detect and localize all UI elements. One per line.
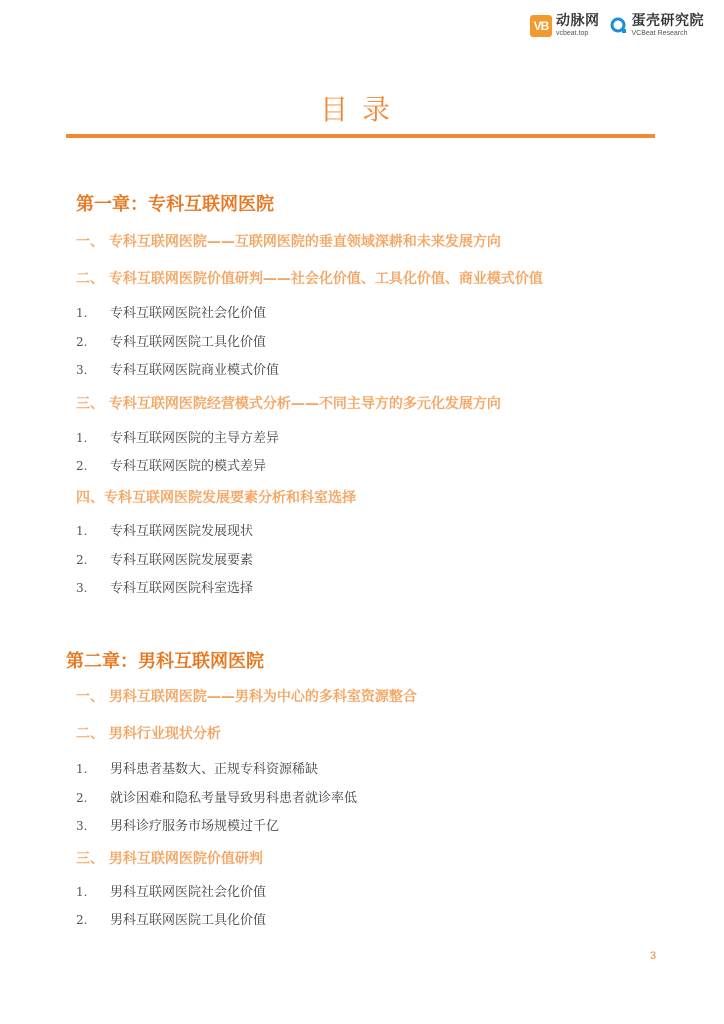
item-text: 专科互联网医院发展要素 [110, 553, 254, 568]
item-text: 专科互联网医院商业模式价值 [110, 363, 280, 378]
vcbeat-logo [530, 14, 600, 37]
item-text: 专科互联网医院的模式差异 [110, 459, 267, 474]
item-number: 1. [76, 762, 88, 776]
item-text: 专科互联网医院工具化价值 [110, 335, 267, 350]
toc-item[interactable] [76, 427, 279, 446]
item-text: 专科互联网医院社会化价值 [110, 306, 267, 321]
toc-item[interactable] [76, 359, 279, 378]
item-number: 1. [76, 431, 88, 445]
toc-section-1-2[interactable]: 二、 专科互联网医院价值研判——社会化价值、工具化价值、商业模式价值 [76, 271, 543, 287]
item-number: 1. [76, 306, 88, 320]
toc-item[interactable] [76, 909, 266, 928]
toc-item[interactable] [76, 787, 357, 806]
item-number: 1. [76, 885, 88, 899]
toc-item[interactable] [76, 520, 253, 539]
page-number: 3 [650, 950, 657, 962]
chapter-2-heading[interactable]: 第二章：男科互联网医院 [66, 651, 264, 672]
toc-item[interactable] [76, 331, 266, 350]
item-number: 2. [76, 335, 88, 349]
item-number: 3. [76, 363, 88, 377]
chapter-1-heading[interactable]: 第一章：专科互联网医院 [76, 194, 274, 215]
item-number: 2. [76, 459, 88, 473]
item-number: 2. [76, 791, 88, 805]
item-text: 就诊困难和隐私考量导致男科患者就诊率低 [110, 791, 358, 806]
toc-item[interactable] [76, 455, 266, 474]
toc-section-2-3[interactable]: 三、 男科互联网医院价值研判 [76, 851, 263, 867]
toc-item[interactable] [76, 881, 266, 900]
item-text: 男科互联网医院社会化价值 [110, 885, 267, 900]
toc-item[interactable] [76, 815, 279, 834]
item-number: 2. [76, 913, 88, 927]
header-logos [530, 14, 704, 37]
page-title: 目录 [319, 93, 404, 126]
item-text: 男科患者基数大、正规专科资源稀缺 [110, 762, 319, 777]
toc-item[interactable] [76, 577, 253, 596]
item-text: 男科互联网医院工具化价值 [110, 913, 267, 928]
vcbeat-logo-name: 动脉网 [556, 13, 600, 29]
toc-item[interactable] [76, 549, 253, 568]
toc-section-1-3[interactable]: 三、 专科互联网医院经营模式分析——不同主导方的多元化发展方向 [76, 396, 501, 412]
vb-logo-mark: VB [530, 15, 552, 37]
item-text: 专科互联网医院发展现状 [110, 524, 254, 539]
research-logo-name: 蛋壳研究院 [631, 13, 704, 29]
toc-item[interactable] [76, 302, 266, 321]
toc-section-2-1[interactable]: 一、 男科互联网医院——男科为中心的多科室资源整合 [76, 689, 417, 705]
research-logo-sub: VCBeat Research [631, 30, 688, 37]
item-text: 专科互联网医院科室选择 [110, 581, 254, 596]
item-number: 1. [76, 524, 88, 538]
item-number: 2. [76, 553, 88, 567]
eggshell-icon [610, 17, 628, 35]
item-text: 专科互联网医院的主导方差异 [110, 431, 280, 446]
title-divider [66, 134, 655, 138]
vcbeat-logo-sub: vcbeat.top [556, 30, 589, 37]
vcbeat-research-logo [610, 14, 705, 37]
toc-section-1-4[interactable]: 四、专科互联网医院发展要素分析和科室选择 [76, 490, 356, 506]
item-number: 3. [76, 819, 88, 833]
item-text: 男科诊疗服务市场规模过千亿 [110, 819, 280, 834]
toc-section-2-2[interactable]: 二、 男科行业现状分析 [76, 726, 221, 742]
toc-item[interactable] [76, 758, 318, 777]
toc-section-1-1[interactable]: 一、 专科互联网医院——互联网医院的垂直领域深耕和未来发展方向 [76, 234, 501, 250]
item-number: 3. [76, 581, 88, 595]
